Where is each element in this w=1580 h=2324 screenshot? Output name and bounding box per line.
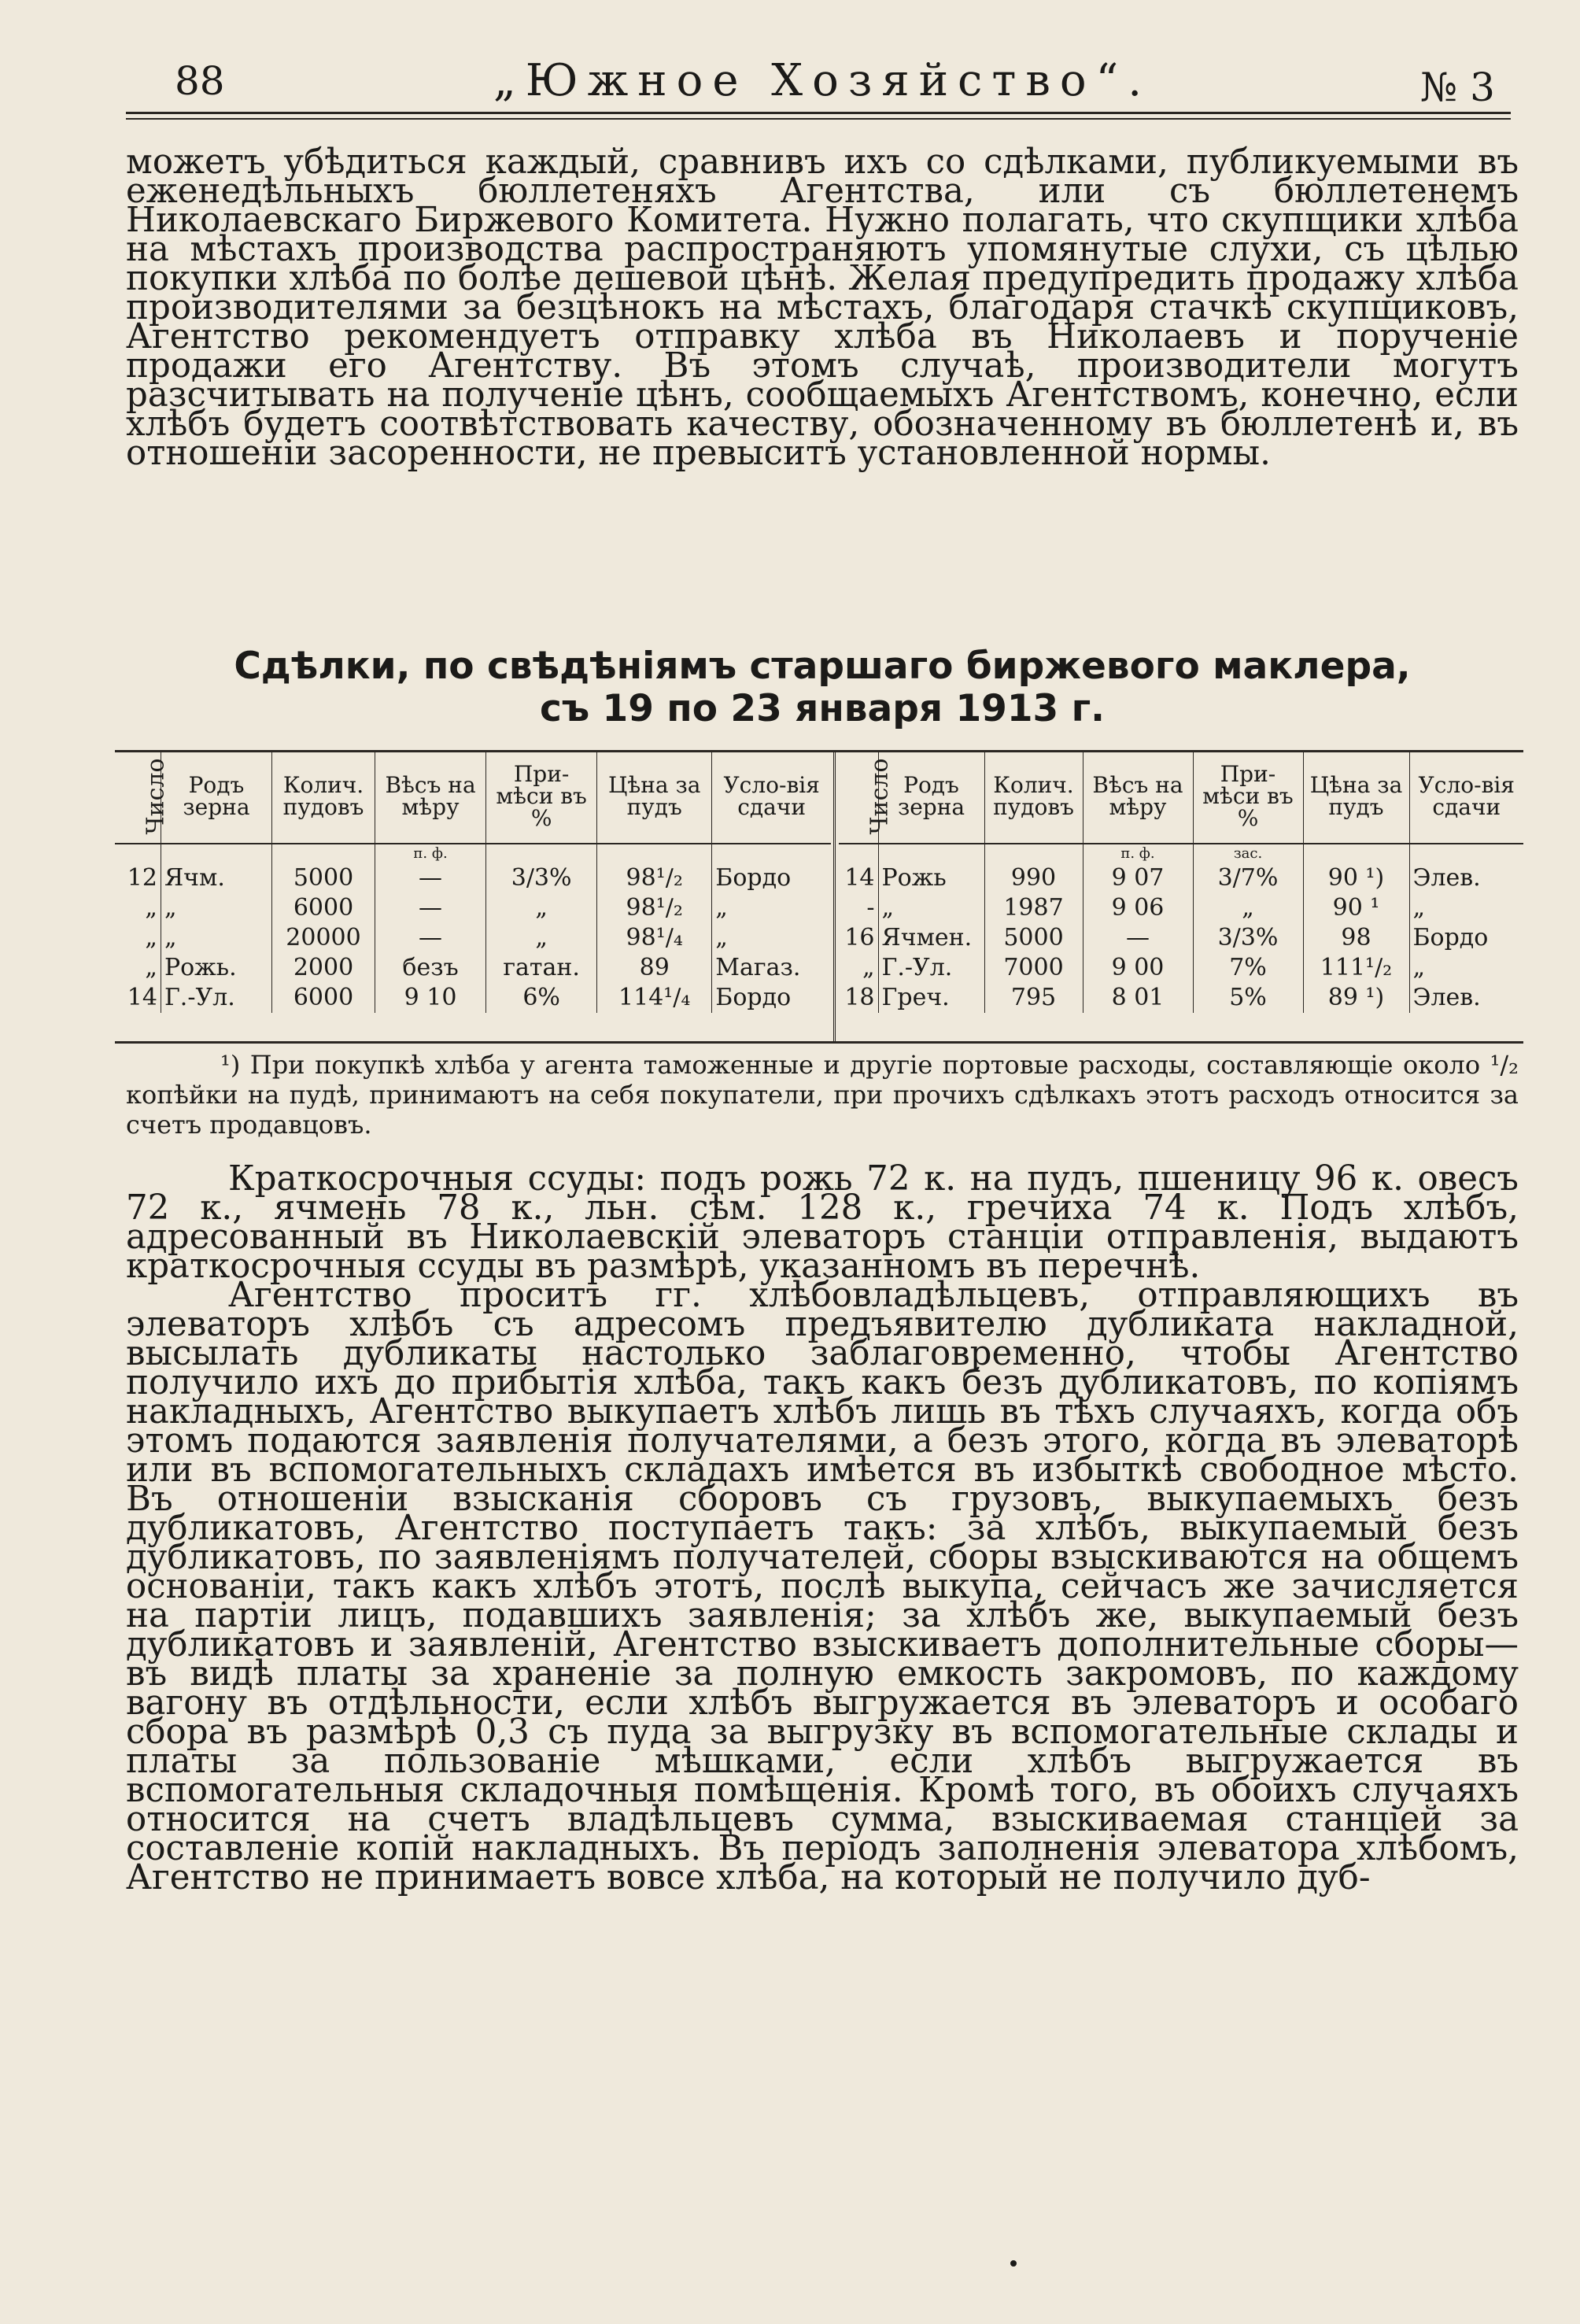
table-cell: „	[115, 953, 161, 983]
table-cell: 7%	[1193, 953, 1303, 983]
table-cell: 16	[839, 923, 878, 953]
table-cell: Бордо	[715, 864, 792, 892]
table-row	[839, 953, 1523, 983]
table-cell: 9 06	[1083, 893, 1193, 923]
table-left	[115, 750, 831, 1013]
table-cell: Ячмен.	[878, 923, 984, 953]
body-text	[126, 1159, 1519, 1897]
table-right-half	[839, 750, 1523, 1041]
table-cell: „	[839, 953, 878, 983]
table-cell: 98	[1303, 923, 1409, 953]
col-header-admixture: При-мѣси въ %	[486, 750, 597, 844]
paragraph-loans: Краткосрочныя ссуды: подъ рожь 72 к. на пудъ, пшеницу 96 к. овесъ 72 к., ячмень 78 к., льн. сѣм. 128 к., гречиха 74 к. Подъ хлѣбъ, адресованный въ Николаевскій элеваторъ станціи отправленія, выдаютъ краткосрочныя ссуды въ размѣрѣ, указанномъ въ перечнѣ.	[126, 1159, 1519, 1286]
table-row	[115, 953, 831, 983]
table-cell: 6000	[272, 983, 375, 1013]
table-cell: Элев.	[1412, 864, 1481, 892]
table-cell: 5000	[984, 923, 1083, 953]
col-header-quantity-right: Колич. пудовъ	[984, 750, 1083, 844]
col-header-quantity: Колич. пудовъ	[272, 750, 375, 844]
table-cell: 98¹/₂	[597, 893, 712, 923]
table-left-half	[115, 750, 831, 1041]
section-title	[126, 645, 1519, 730]
table-cell: „	[715, 894, 728, 922]
table-cell: -	[839, 893, 878, 923]
table-cell: Магаз.	[715, 954, 801, 981]
table-cell: „	[1193, 893, 1303, 923]
unit-cell	[597, 844, 712, 863]
section-title-line2: съ 19 по 23 января 1913 г.	[539, 687, 1106, 730]
table-row	[115, 893, 831, 923]
table-cell: 9 00	[1083, 953, 1193, 983]
table-cell: 6%	[486, 983, 597, 1013]
table-cell: „	[486, 893, 597, 923]
table-footnote	[126, 1050, 1519, 1140]
page-number: 88	[175, 58, 225, 104]
table-cell: 9 07	[1083, 863, 1193, 893]
issue-number: № 3	[1419, 65, 1495, 110]
table-cell: „	[1412, 894, 1426, 922]
col-header-day-right: Число	[839, 750, 878, 844]
unit-cell	[984, 844, 1083, 863]
unit-cell	[272, 844, 375, 863]
units-row-left	[115, 844, 831, 863]
table-cell: 8 01	[1083, 983, 1193, 1013]
col-header-price-right: Цѣна за пудъ	[1303, 750, 1409, 844]
table-cell: 14	[839, 863, 878, 893]
table-cell: 98¹/₂	[597, 863, 712, 893]
table-cell: 89	[597, 953, 712, 983]
header-rule	[126, 112, 1511, 114]
table-cell: —	[375, 893, 486, 923]
table-cell: Греч.	[878, 983, 984, 1013]
table-cell: „	[486, 923, 597, 953]
table-right-body	[839, 844, 1523, 1013]
unit-cell: зас.	[1193, 844, 1303, 863]
table-cell: 89 ¹)	[1303, 983, 1409, 1013]
table-cell: —	[1083, 923, 1193, 953]
table-cell: Г.-Ул.	[161, 983, 271, 1013]
table-row	[839, 893, 1523, 923]
table-cell: Рожь	[878, 863, 984, 893]
table-cell: „	[115, 893, 161, 923]
table-cell: „	[115, 923, 161, 953]
table-cell: „	[161, 893, 271, 923]
journal-title: „Южное Хозяйство“.	[493, 55, 1152, 106]
col-header-grain-right: Родъ зерна	[878, 750, 984, 844]
unit-cell	[878, 844, 984, 863]
table-right	[839, 750, 1523, 1013]
print-speck	[1010, 2260, 1017, 2267]
table-cell: 3/3%	[1193, 923, 1303, 953]
col-header-grain: Родъ зерна	[161, 750, 271, 844]
table-bottom-rule	[115, 1041, 1523, 1044]
paragraph-agency: Агентство проситъ гг. хлѣбовладѣльцевъ, отправляющихъ въ элеваторъ хлѣбъ съ адресомъ предъявителю дубликата накладной, высылать дубликаты настолько заблаговременно, чтобы Агентство получило ихъ до прибытія хлѣба, такъ какъ безъ дубликатовъ, по копіямъ накладныхъ, Агентство выкупаетъ хлѣбъ лишь въ тѣхъ случаяхъ, когда объ этомъ подаются заявленія получателями, а безъ этого, когда въ элеваторѣ или въ вспомогательныхъ складахъ имѣется въ избыткѣ свободное мѣсто. Въ отношеніи взысканія сборовъ съ грузовъ, выкупаемыхъ безъ дубликатовъ, Агентство поступаетъ такъ: за хлѣбъ, выкупаемый безъ дубликатовъ, по заявленіямъ получателей, сборы взыскиваются на общемъ основаніи, такъ какъ хлѣбъ этотъ, послѣ выкупа, сейчасъ же зачисляется на партіи лицъ, подавшихъ заявленія; за хлѣбъ же, выкупаемый безъ дубликатовъ и заявленій, Агентство взыскиваетъ дополнительные сборы—въ видѣ платы за храненіе за полную емкость закромовъ, по каждому вагону въ отдѣльности, если хлѣбъ выгружается въ элеваторъ и особаго сбора въ размѣрѣ 0,3 съ пуда за выгрузку въ вспомогательные склады и платы за пользованіе мѣшками, если хлѣбъ выгружается въ вспомогательныя складочныя помѣщенія. Кромѣ того, въ обоихъ случаяхъ относится на счетъ владѣльцевъ сумма, взыскиваемая станціей за составленіе копій накладныхъ. Въ періодъ заполненія элеватора хлѣбомъ, Агентство не принимаетъ вовсе хлѣба, на который не получило дуб-	[126, 1276, 1519, 1897]
col-header-day: Число	[115, 750, 161, 844]
intro-block	[126, 142, 1519, 473]
table-cell: Рожь.	[161, 953, 271, 983]
table-cell: 3/7%	[1193, 863, 1303, 893]
table-row	[839, 983, 1523, 1013]
col-header-price: Цѣна за пудъ	[597, 750, 712, 844]
table-cell: Элев.	[1412, 984, 1481, 1011]
table-cell: „	[878, 893, 984, 923]
header-rule-thin	[126, 118, 1511, 120]
table-cell: 7000	[984, 953, 1083, 983]
col-header-terms-right: Усло-вія сдачи	[1409, 750, 1523, 844]
unit-cell	[712, 844, 831, 863]
units-row-right	[839, 844, 1523, 863]
table-cell: Г.-Ул.	[878, 953, 984, 983]
col-header-terms: Усло-вія сдачи	[712, 750, 831, 844]
col-header-weight: Вѣсъ на мѣру	[375, 750, 486, 844]
table-cell: 111¹/₂	[1303, 953, 1409, 983]
table-row	[115, 923, 831, 953]
section-title-line1: Сдѣлки, по свѣдѣніямъ старшаго биржевого маклера,	[234, 645, 1411, 688]
table-cell: безъ	[375, 953, 486, 983]
table-cell: 5000	[272, 863, 375, 893]
deals-table	[115, 750, 1523, 1011]
page-header	[126, 49, 1519, 112]
table-left-body	[115, 844, 831, 1013]
table-row	[839, 923, 1523, 953]
unit-cell	[1409, 844, 1523, 863]
table-cell: Ячм.	[161, 863, 271, 893]
intro-paragraph: можетъ убѣдиться каждый, сравнивъ ихъ со сдѣлками, публикуемыми въ еженедѣльныхъ бюллетеняхъ Агентства, или съ бюллетенемъ Николаевскаго Биржевого Комитета. Нужно полагать, что скупщики хлѣба на мѣстахъ производства распространяютъ упомянутые слухи, съ цѣлью покупки хлѣба по болѣе дешевой цѣнѣ. Желая предупредить продажу хлѣба производителями за безцѣнокъ на мѣстахъ, благодаря стачкѣ скупщиковъ, Агентство рекомендуетъ отправку хлѣба въ Николаевъ и порученіе продажи его Агентству. Въ этомъ случаѣ, производители могутъ разсчитывать на полученіе цѣнъ, сообщаемыхъ Агентствомъ, конечно, если хлѣбъ будетъ соотвѣтствовать качеству, обозначенному въ бюллетенѣ и, въ отношеніи засоренности, не превыситъ установленной нормы.	[126, 142, 1519, 473]
table-cell: „	[715, 924, 728, 951]
table-cell: 6000	[272, 893, 375, 923]
col-header-admixture-right: При-мѣси въ %	[1193, 750, 1303, 844]
table-cell: 3/3%	[486, 863, 597, 893]
table-cell: Бордо	[715, 984, 792, 1011]
unit-cell	[115, 844, 161, 863]
table-row	[115, 863, 831, 893]
table-cell: 114¹/₄	[597, 983, 712, 1013]
unit-cell: п. ф.	[1083, 844, 1193, 863]
table-cell: гатан.	[486, 953, 597, 983]
table-cell: „	[1412, 954, 1426, 981]
unit-cell: п. ф.	[375, 844, 486, 863]
unit-cell	[1303, 844, 1409, 863]
col-header-weight-right: Вѣсъ на мѣру	[1083, 750, 1193, 844]
table-cell: 12	[115, 863, 161, 893]
table-cell: 795	[984, 983, 1083, 1013]
table-cell: 18	[839, 983, 878, 1013]
table-cell: —	[375, 923, 486, 953]
table-cell: 14	[115, 983, 161, 1013]
table-cell: „	[161, 923, 271, 953]
table-cell: —	[375, 863, 486, 893]
table-cell: 20000	[272, 923, 375, 953]
table-row	[839, 863, 1523, 893]
table-middle-rule	[833, 750, 836, 1041]
unit-cell	[839, 844, 878, 863]
footnote-text: ¹) При покупкѣ хлѣба у агента таможенные и другіе портовые расходы, составляющіе около ¹/₂ копѣйки на пудѣ, принимаютъ на себя покупатели, при прочихъ сдѣлкахъ этотъ расходъ относится за счетъ продавцовъ.	[126, 1050, 1519, 1140]
table-cell: 90 ¹)	[1303, 863, 1409, 893]
table-cell: Бордо	[1412, 924, 1489, 951]
table-cell: 1987	[984, 893, 1083, 923]
table-row	[115, 983, 831, 1013]
table-cell: 9 10	[375, 983, 486, 1013]
unit-cell	[161, 844, 271, 863]
unit-cell	[486, 844, 597, 863]
table-cell: 98¹/₄	[597, 923, 712, 953]
table-cell: 2000	[272, 953, 375, 983]
table-cell: 5%	[1193, 983, 1303, 1013]
table-cell: 990	[984, 863, 1083, 893]
table-cell: 90 ¹	[1303, 893, 1409, 923]
